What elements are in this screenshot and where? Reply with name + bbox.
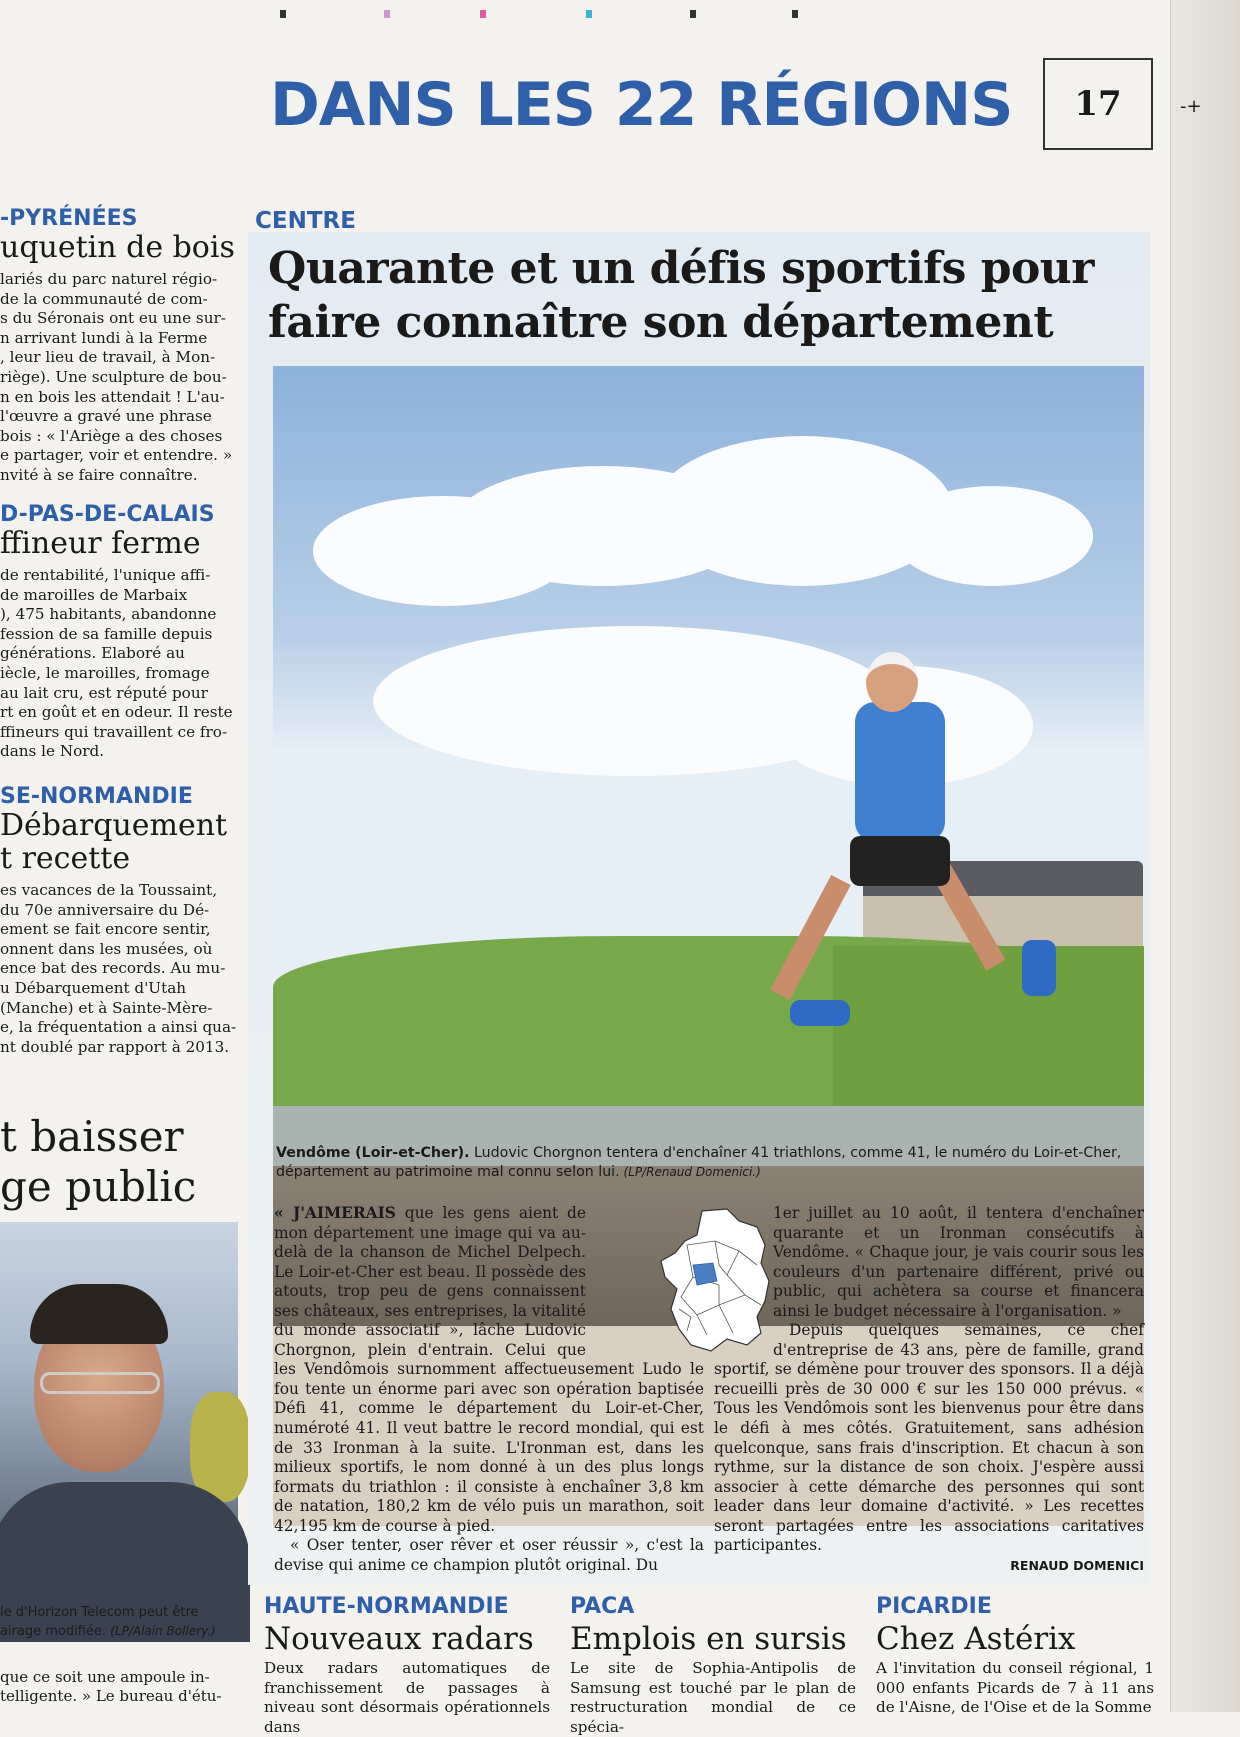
- portrait-photo: [0, 1222, 238, 1624]
- region-label: HAUTE-NORMANDIE: [264, 1594, 509, 1619]
- story-text: es vacances de la Toussaint, du 70e anniversaire du Dé- ement se fait encore sentir, onnent dans les musées, où ence bat des records. Au mu- u Débarquement d'Utah (Manche) et à Sainte-Mère- e, la fréquentation a ainsi qua- nt doublé par rapport à 2013.: [0, 881, 237, 1056]
- region-label-centre: CENTRE: [255, 208, 356, 234]
- story-haute-normandie: [264, 1594, 550, 1737]
- left-photo-caption: le d'Horizon Telecom peut être airage modifiée. (LP/Alain Bollery.): [0, 1605, 216, 1639]
- story-text: Le site de Sophia-Antipolis de Samsung est touché par le plan de restructuration mondial de ce spécia-: [570, 1659, 856, 1736]
- story-text: lariés du parc naturel régio- de la communauté de com- s du Séronais ont eu une sur- n arrivant lundi à la Ferme , leur lieu de travail, à Mon- riège). Une sculpture de bou- n en bois les attendait ! L'au- l'œuvre a gravé une phrase bois : « l'Ariège a des choses e partager, voir et entendre. » nvité à se faire connaître.: [0, 270, 233, 484]
- story-text: Deux radars automatiques de franchissement de passages à niveau sont désormais opérationnels dans: [264, 1659, 550, 1736]
- page-number: 17: [1043, 58, 1153, 150]
- region-label: -PYRÉNÉES: [0, 206, 138, 231]
- story-midi-pyrenees: [0, 206, 240, 486]
- story-title: uquetin de bois: [0, 230, 235, 265]
- region-label: PACA: [570, 1594, 635, 1619]
- story-title: Emplois en sursis: [570, 1621, 847, 1657]
- article-headline: Quarante et un défis sportifs pour faire connaître son département: [268, 243, 1094, 348]
- story-text: A l'invitation du conseil régional, 1 000 enfants Picards de 7 à 11 ans de l'Aisne, de l'Oise et de la Somme: [876, 1659, 1154, 1717]
- story-title: ffineur ferme: [0, 526, 201, 561]
- story-basse-normandie: [0, 784, 240, 1057]
- story-paca: [570, 1594, 856, 1737]
- story-title-line: Débarquement: [0, 808, 228, 843]
- article-column-1: « J'AIMERAIS que les gens aient de mon département une image qui va au-delà de la chanson de Michel Delpech. Le Loir-et-Cher est beau. Il possède des atouts, trop peu de gens connaissent ses châteaux, ses entreprises, la vitalité du monde associatif », lâche Ludovic Chorgnon, plein d'entrain. Celui que les Vendômois surnomment affectueusement Ludo le fou tente un énorme pari avec son opération baptisée Défi 41, comme le département du Loir-et-Cher, numéroté 41. Il veut battre le record mondial, qui est de 33 Ironman à la suite. L'Ironman est, dans les milieux sportifs, le nom donné à un des plus longs formats du triathlon : il consiste à enchaîner 3,8 km de natation, 180,2 km de vélo puis un marathon, soit 42,195 km de course à pied. « Oser tenter, oser rêver et oser réussir », c'est la devise qui anime ce champion plutôt original. Du: [274, 1204, 704, 1574]
- margin-mark-icon: -+: [1180, 96, 1202, 117]
- lead-word: « J'AIMERAIS: [274, 1204, 396, 1222]
- region-label: D-PAS-DE-CALAIS: [0, 502, 215, 527]
- left-tail-text: que ce soit une ampoule in- telligente. » Le bureau d'étu-: [0, 1668, 222, 1705]
- story-nord-pas-de-calais: [0, 502, 240, 762]
- adjacent-page-edge: [1170, 0, 1240, 1712]
- photo-caption: Vendôme (Loir-et-Cher). Ludovic Chorgnon tentera d'enchaîner 41 triathlons, comme 41, le numéro du Loir-et-Cher, département au patrimoine mal connu selon lui. (LP/Renaud Domenici.): [276, 1145, 1122, 1180]
- story-picardie: [876, 1594, 1154, 1718]
- print-registration-marks: [280, 10, 800, 22]
- region-label: SE-NORMANDIE: [0, 784, 193, 809]
- story-title: Nouveaux radars: [264, 1621, 534, 1657]
- story-text: de rentabilité, l'unique affi- de maroilles de Marbaix ), 475 habitants, abandonne fession de sa famille depuis générations. Elaboré au iècle, le maroilles, fromage au lait cru, est réputé pour rt en goût et en odeur. Il reste ffineurs qui travaillent ce fro- dans le Nord.: [0, 566, 233, 761]
- region-label: PICARDIE: [876, 1594, 992, 1619]
- author-signature: RENAUD DOMENICI: [1010, 1557, 1144, 1573]
- left-headline-line: t baisser: [0, 1112, 184, 1161]
- section-masthead: DANS LES 22 RÉGIONS: [270, 70, 1013, 140]
- left-headline-line: ge public: [0, 1162, 197, 1211]
- article-column-2: 1er juillet au 10 août, il tentera d'enchaîner quarante et un Ironman consécutifs à Vendôme. « Chaque jour, je vais courir sous les couleurs d'un partenaire différent, privé ou public, qui achètera sa course et financera ainsi le budget nécessaire à l'organisation. » Depuis quelques semaines, ce chef d'entreprise de 43 ans, père de famille, grand sportif, se démène pour trouver des sponsors. Il a déjà recueilli près de 30 000 € sur les 150 000 prévus. « Tous les Vendômois sont les bienvenus pour être dans le défi à mes côtés. Gratuitement, sans adhésion quelconque, sans frais d'inscription. Et chacun à son rythme, sur la distance de son choix. J'espère aussi associer à cette démarche des personnes qui sont leader dans leur domaine d'activité. » Les recettes seront partagées entre les associations caritatives participantes. RENAUD DOMENICI: [714, 1204, 1144, 1575]
- story-title-line: t recette: [0, 841, 131, 876]
- runner-photo: [273, 366, 1144, 1136]
- story-title: Chez Astérix: [876, 1621, 1076, 1657]
